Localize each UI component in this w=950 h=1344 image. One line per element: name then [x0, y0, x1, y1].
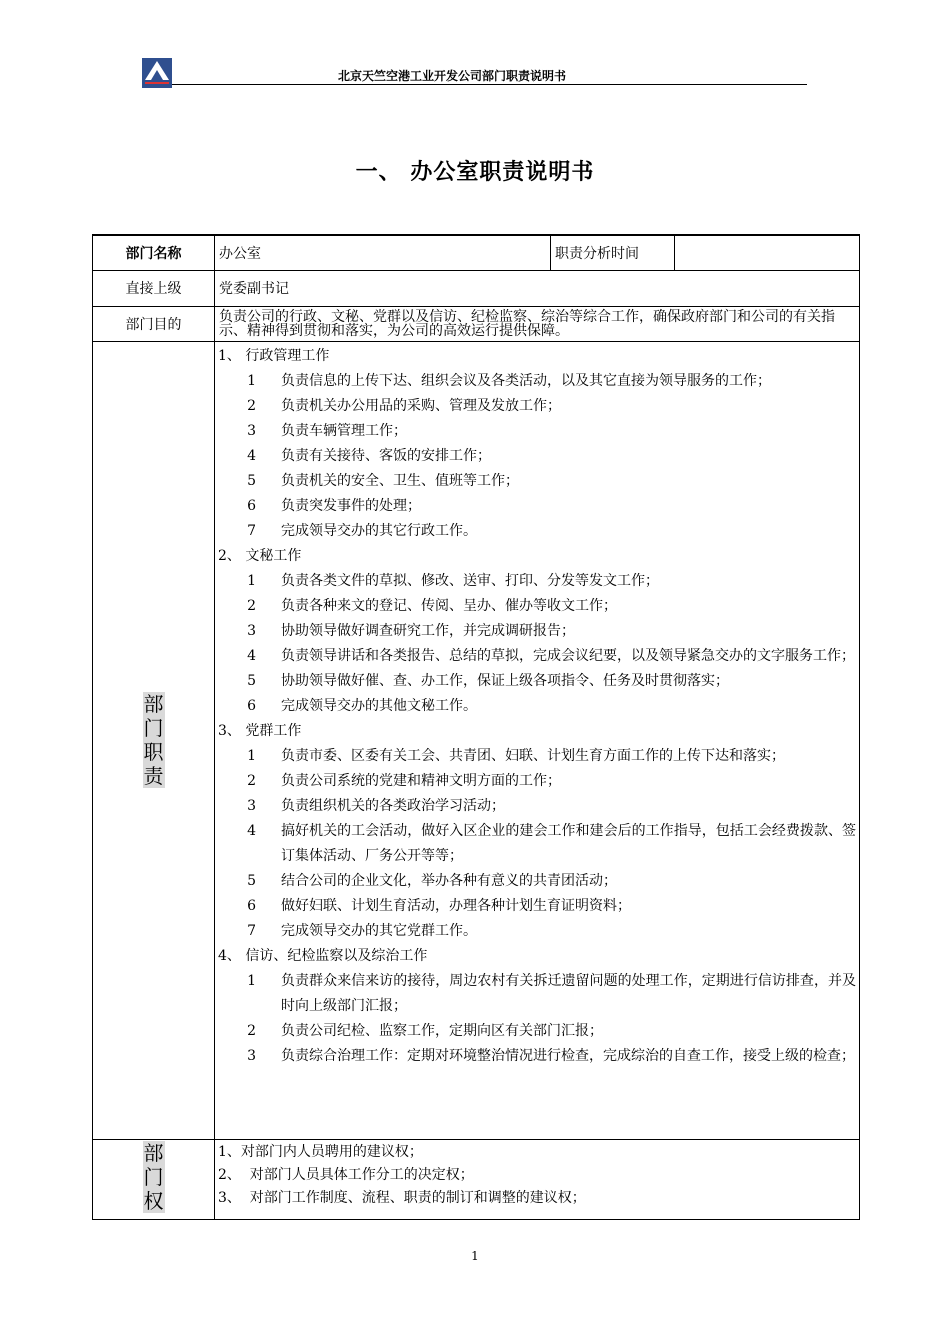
list-item-text: 负责机关办公用品的采购、管理及发放工作；: [281, 397, 561, 414]
rights-label-cell: [93, 1139, 215, 1219]
list-item-text: 负责各种来文的登记、传阅、呈办、催办等收文工作；: [281, 597, 617, 614]
list-item: [218, 669, 856, 694]
list-item-text: 负责市委、区委有关工会、共青团、妇联、计划生育方面工作的上传下达和落实；: [281, 747, 785, 764]
list-item: [218, 894, 856, 919]
duty-table: [92, 234, 860, 1220]
rights-list: [218, 1141, 856, 1210]
list-item-text: 负责突发事件的处理；: [281, 497, 421, 514]
section-title: 4、 信访、纪检监察以及综治工作: [218, 947, 428, 964]
list-item-number: 6: [247, 697, 256, 714]
section-title: 2、 文秘工作: [218, 547, 302, 564]
list-item-number: 5: [247, 672, 256, 689]
page-number: 1: [471, 1249, 479, 1263]
list-item: [218, 969, 856, 1019]
list-item-text: 协助领导做好催、查、办工作，保证上级各项指令、任务及时贯彻落实；: [281, 672, 729, 689]
duties-label-cell: [93, 341, 215, 1139]
row-dept-name: [93, 235, 860, 270]
list-item-number: 1: [247, 747, 256, 764]
rights-item: 1、对部门内人员聘用的建议权；: [218, 1143, 423, 1160]
row-superior: [93, 270, 860, 306]
list-item-text: 做好妇联、计划生育活动，办理各种计划生育证明资料；: [281, 897, 631, 914]
list-item: [218, 919, 856, 944]
list-item: [218, 394, 856, 419]
list-item: [218, 644, 856, 669]
list-item-text: 结合公司的企业文化，举办各种有意义的共青团活动；: [281, 872, 617, 889]
rights-label: 部门权: [143, 1140, 164, 1213]
list-item: [218, 1044, 856, 1069]
list-item-number: 3: [247, 422, 256, 439]
list-item: [218, 1019, 856, 1044]
list-item-text: 负责各类文件的草拟、修改、送审、打印、分发等发文工作；: [281, 572, 659, 589]
duties-label: 部门职责: [143, 692, 164, 788]
list-item: [218, 569, 856, 594]
superior-value: 党委副书记: [215, 270, 860, 306]
list-item-text: 负责领导讲话和各类报告、总结的草拟，完成会议纪要，以及领导紧急交办的文字服务工作；: [281, 647, 855, 664]
list-item: [218, 619, 856, 644]
row-duties: [93, 341, 860, 1139]
list-item-text: 负责公司纪检、监察工作，定期向区有关部门汇报；: [281, 1022, 603, 1039]
list-item-text: 负责车辆管理工作；: [281, 422, 407, 439]
list-item: [218, 419, 856, 444]
list-item: [218, 494, 856, 519]
section-title: 3、 党群工作: [218, 722, 302, 739]
header-title: 北京天竺空港工业开发公司部门职责说明书: [338, 69, 567, 83]
list-item-number: 1: [247, 572, 256, 589]
list-item: [218, 369, 856, 394]
list-item: [218, 869, 856, 894]
list-item-number: 6: [247, 497, 256, 514]
purpose-label: 部门目的: [93, 306, 215, 341]
list-item: [218, 694, 856, 719]
dept-name-value: 办公室: [215, 235, 551, 270]
list-item-number: 5: [247, 872, 256, 889]
list-item-number: 2: [247, 1022, 256, 1039]
list-item-text: 协助领导做好调查研究工作，并完成调研报告；: [281, 622, 575, 639]
list-item: [218, 444, 856, 469]
list-item: [218, 594, 856, 619]
list-item: [218, 794, 856, 819]
header-divider: [172, 84, 807, 85]
list-item-text: 负责公司系统的党建和精神文明方面的工作；: [281, 772, 561, 789]
list-item: [218, 744, 856, 769]
list-item-number: 3: [247, 622, 256, 639]
rights-item: 3、 对部门工作制度、流程、职责的制订和调整的建议权；: [218, 1189, 586, 1206]
list-item-number: 2: [247, 597, 256, 614]
list-item-number: 4: [247, 647, 256, 664]
list-item-text: 负责综合治理工作：定期对环境整治情况进行检查，完成综治的自查工作，接受上级的检查；: [281, 1047, 855, 1064]
list-item-number: 2: [247, 397, 256, 414]
dept-name-label: 部门名称: [93, 235, 215, 270]
superior-label: 直接上级: [93, 270, 215, 306]
list-item: [218, 819, 856, 869]
list-item-text: 完成领导交办的其他文秘工作。: [281, 697, 477, 714]
analysis-time-value: [675, 235, 860, 270]
list-item: [218, 769, 856, 794]
document-title: 一、 办公室职责说明书: [355, 160, 595, 185]
purpose-value: 负责公司的行政、文秘、党群以及信访、纪检监察、综治等综合工作，确保政府部门和公司的有关指示、精神得到贯彻和落实，为公司的高效运行提供保障。: [215, 306, 860, 341]
rights-content: [215, 1139, 860, 1219]
list-item-text: 完成领导交办的其它党群工作。: [281, 922, 477, 939]
list-item-number: 6: [247, 897, 256, 914]
row-purpose: [93, 306, 860, 341]
list-item-number: 4: [247, 822, 256, 839]
list-item-text: 负责信息的上传下达、组织会议及各类活动，以及其它直接为领导服务的工作；: [281, 372, 771, 389]
rights-item: 2、 对部门人员具体工作分工的决定权；: [218, 1166, 474, 1183]
list-item-number: 3: [247, 797, 256, 814]
list-item-number: 1: [247, 972, 256, 989]
list-item-text: 负责群众来信来访的接待，周边农村有关拆迁遗留问题的处理工作，定期进行信访排查，并及时向上级部门汇报；: [281, 972, 856, 1014]
list-item-number: 5: [247, 472, 256, 489]
analysis-time-label: 职责分析时间: [551, 235, 675, 270]
duty-sections: [218, 344, 856, 1069]
section-title: 1、 行政管理工作: [218, 347, 330, 364]
row-rights: [93, 1139, 860, 1219]
list-item-number: 2: [247, 772, 256, 789]
list-item-text: 负责机关的安全、卫生、值班等工作；: [281, 472, 519, 489]
company-logo-icon: [142, 58, 172, 88]
list-item-text: 搞好机关的工会活动，做好入区企业的建会工作和建会后的工作指导，包括工会经费拨款、签订集体活动、厂务公开等等；: [281, 822, 856, 864]
list-item-text: 完成领导交办的其它行政工作。: [281, 522, 477, 539]
duties-content: [215, 341, 860, 1139]
list-item-number: 7: [247, 922, 256, 939]
list-item-number: 4: [247, 447, 256, 464]
list-item: [218, 519, 856, 544]
list-item-number: 1: [247, 372, 256, 389]
list-item-number: 3: [247, 1047, 256, 1064]
list-item-text: 负责组织机关的各类政治学习活动；: [281, 797, 505, 814]
list-item-text: 负责有关接待、客饭的安排工作；: [281, 447, 491, 464]
list-item: [218, 469, 856, 494]
list-item-number: 7: [247, 522, 256, 539]
